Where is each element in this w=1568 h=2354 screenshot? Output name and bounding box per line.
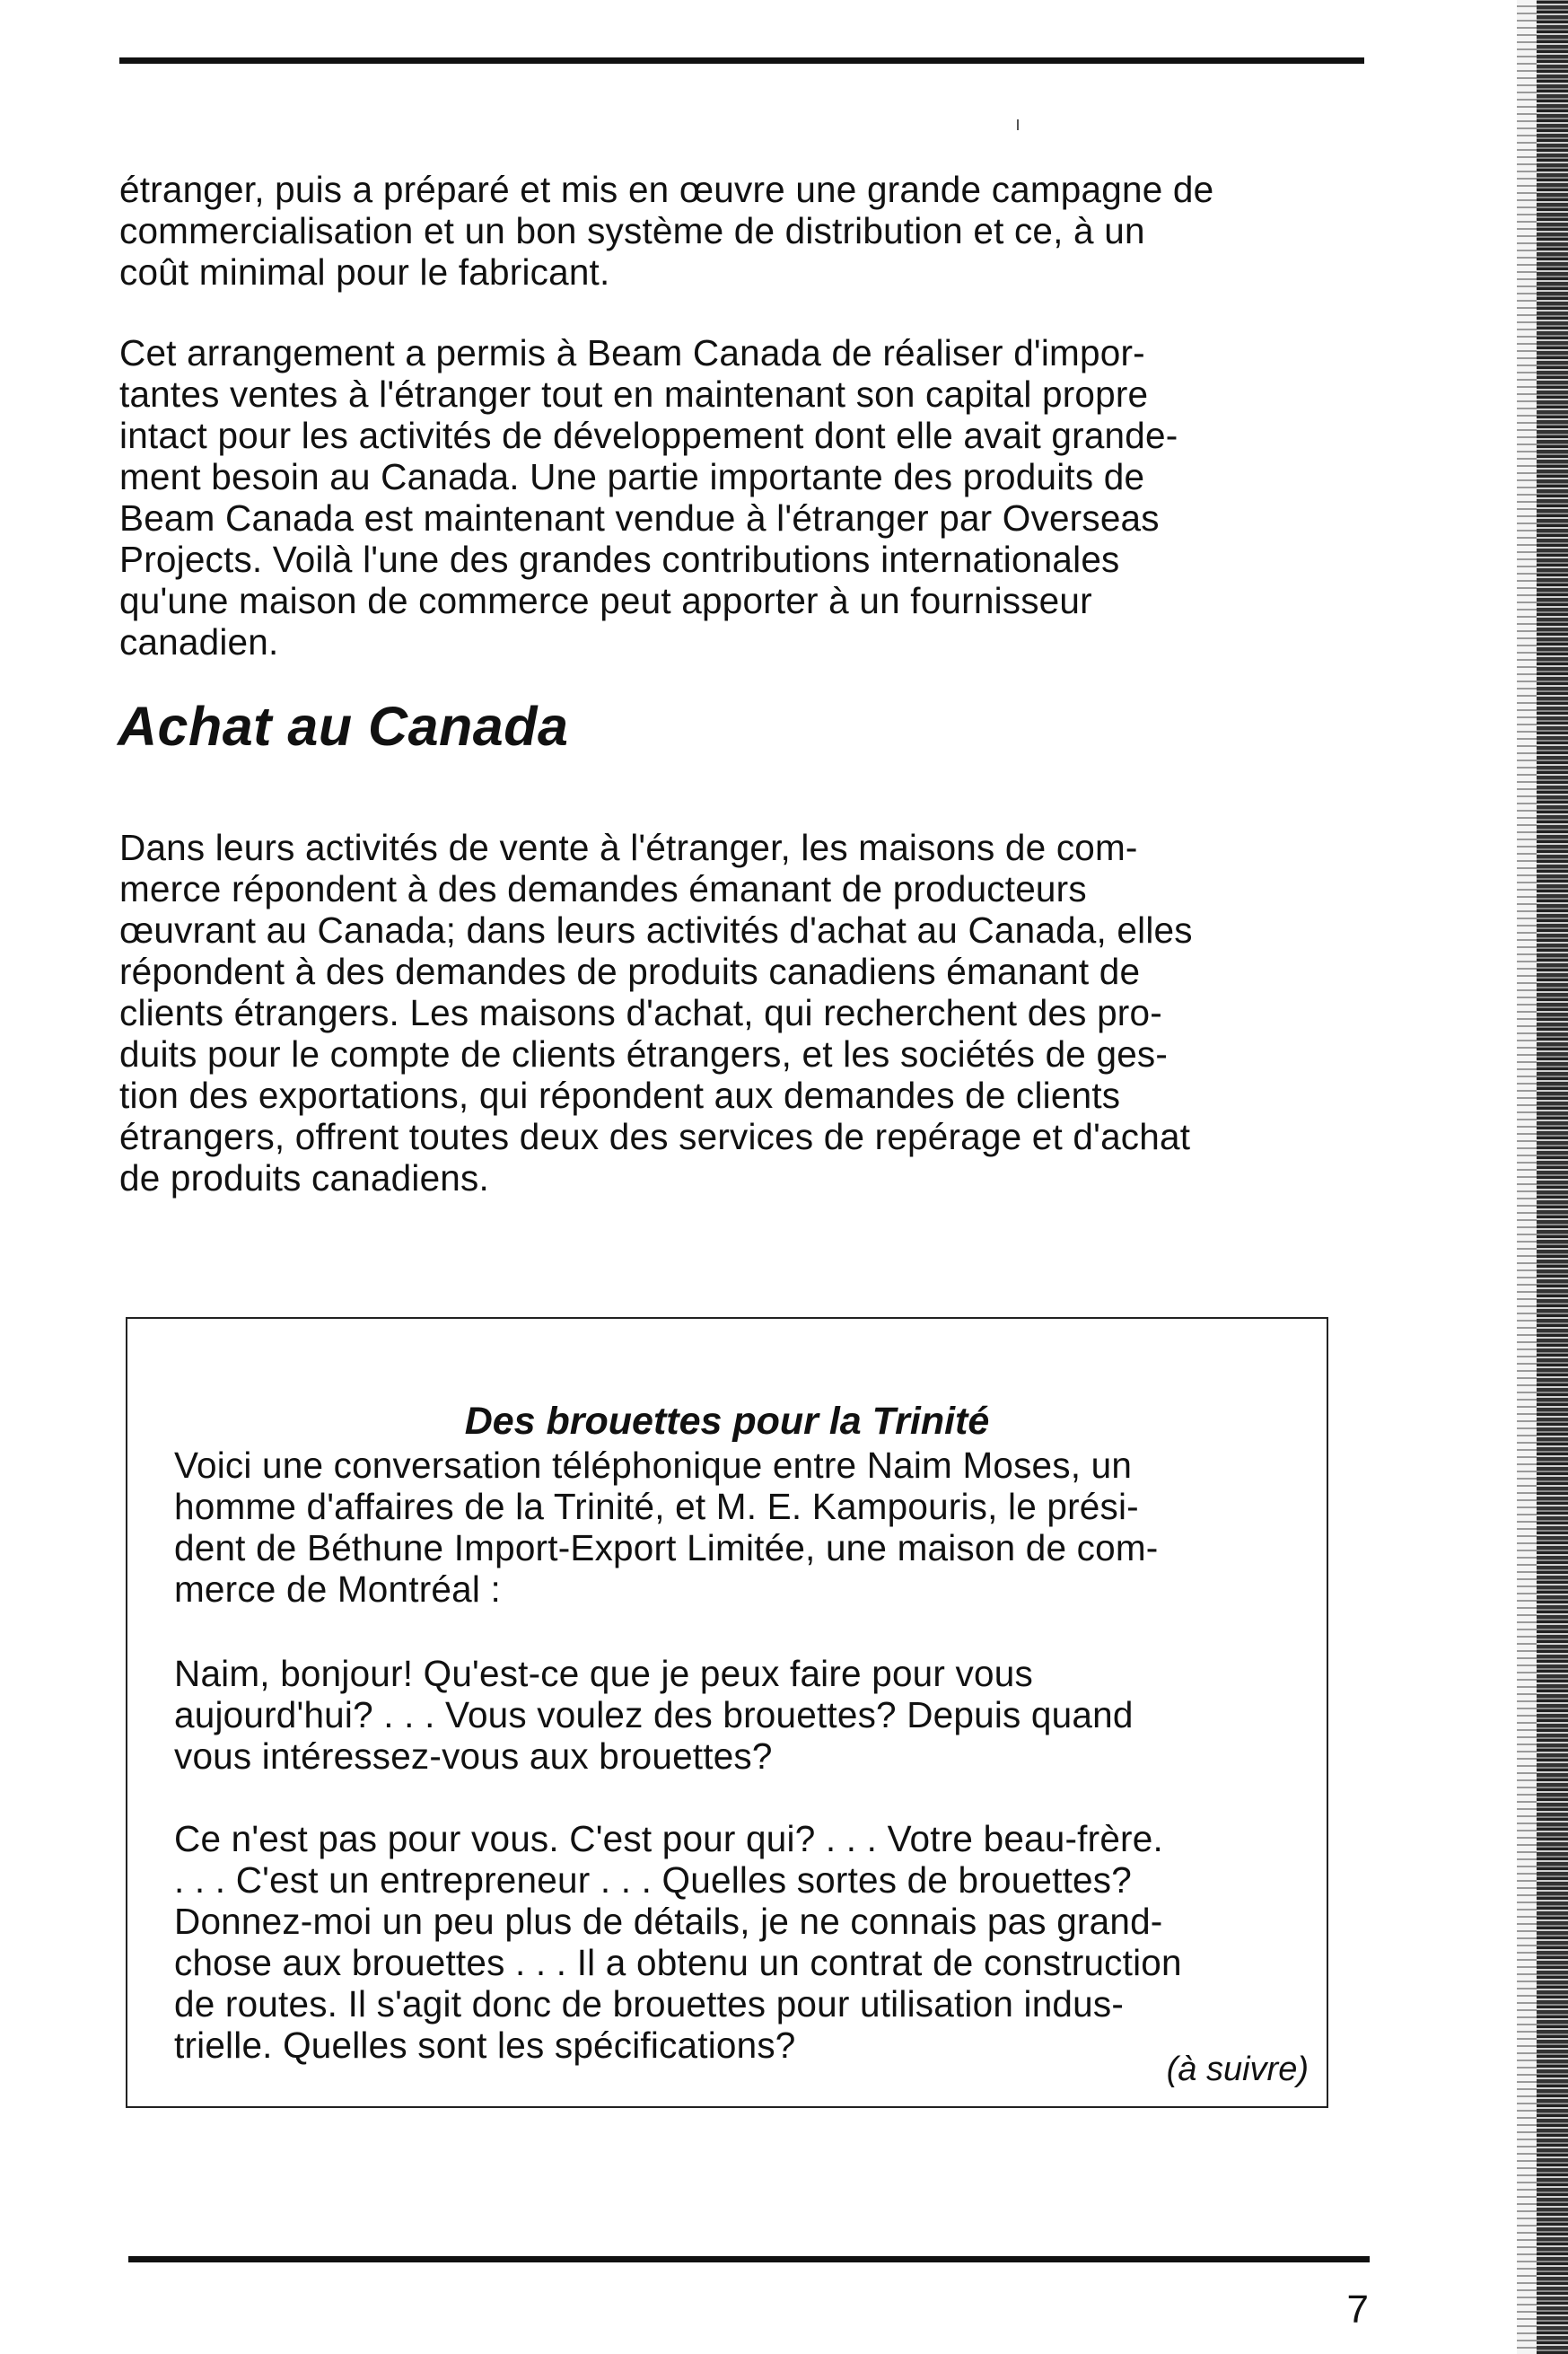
scan-edge-artifact <box>1517 0 1568 2354</box>
sidebar-continuation: (à suivre) <box>1166 2051 1309 2088</box>
bottom-rule <box>128 2256 1370 2262</box>
paragraph-continued: étranger, puis a préparé et mis en œuvre une grande campagne de commercialisation et un bon système de distribution et ce, à un coût minimal pour le fabricant. <box>119 169 1214 293</box>
sidebar-paragraph-intro: Voici une conversation téléphonique entre Naim Moses, un homme d'affaires de la Trinité, et M. E. Kampouris, le prési- dent de Béthune Import-Export Limitée, une maison de com- merce de Montréal : <box>174 1445 1159 1610</box>
scan-speck <box>1017 119 1019 130</box>
paragraph-achat-au-canada: Dans leurs activités de vente à l'étranger, les maisons de com- merce répondent à des demandes émanant de producteurs œuvrant au Canada; dans leurs activités d'achat au Canada, elles répondent à des demandes de produits canadiens émanant de clients étrangers. Les maisons d'achat, qui recherchent des pro- duits pour le compte de clients étrangers, et les sociétés de ges- tion des exportations, qui répondent aux demandes de clients étrangers, offrent toutes deux des services de repérage et d'achat de produits canadiens. <box>119 827 1193 1199</box>
sidebar-paragraph-dialogue-2: Ce n'est pas pour vous. C'est pour qui? . . . Votre beau-frère. . . . C'est un entrepreneur . . . Quelles sortes de brouettes? Donnez-moi un peu plus de détails, je ne connais pas grand- chose aux brouettes . . . Il a obtenu un contrat de construction de routes. Il s'agit donc de brouettes pour utilisation indus- trielle. Quelles sont les spécifications? <box>174 1818 1182 2066</box>
sidebar-title: Des brouettes pour la Trinité <box>464 1400 990 1443</box>
paragraph-beam-canada: Cet arrangement a permis à Beam Canada de réaliser d'impor- tantes ventes à l'étranger tout en maintenant son capital propre intact pour les activités de développement dont elle avait grande- ment besoin au Canada. Une partie importante des produits de Beam Canada est maintenant vendue à l'étranger par Overseas Projects. Voilà l'une des grandes contributions internationales qu'une maison de commerce peut apporter à un fournisseur canadien. <box>119 332 1178 663</box>
top-rule <box>119 57 1364 64</box>
page-number: 7 <box>1346 2288 1369 2332</box>
sidebar-box <box>126 1317 1328 2108</box>
section-heading: Achat au Canada <box>118 696 569 757</box>
sidebar-paragraph-dialogue-1: Naim, bonjour! Qu'est-ce que je peux faire pour vous aujourd'hui? . . . Vous voulez des brouettes? Depuis quand vous intéressez-vous aux brouettes? <box>174 1653 1134 1777</box>
